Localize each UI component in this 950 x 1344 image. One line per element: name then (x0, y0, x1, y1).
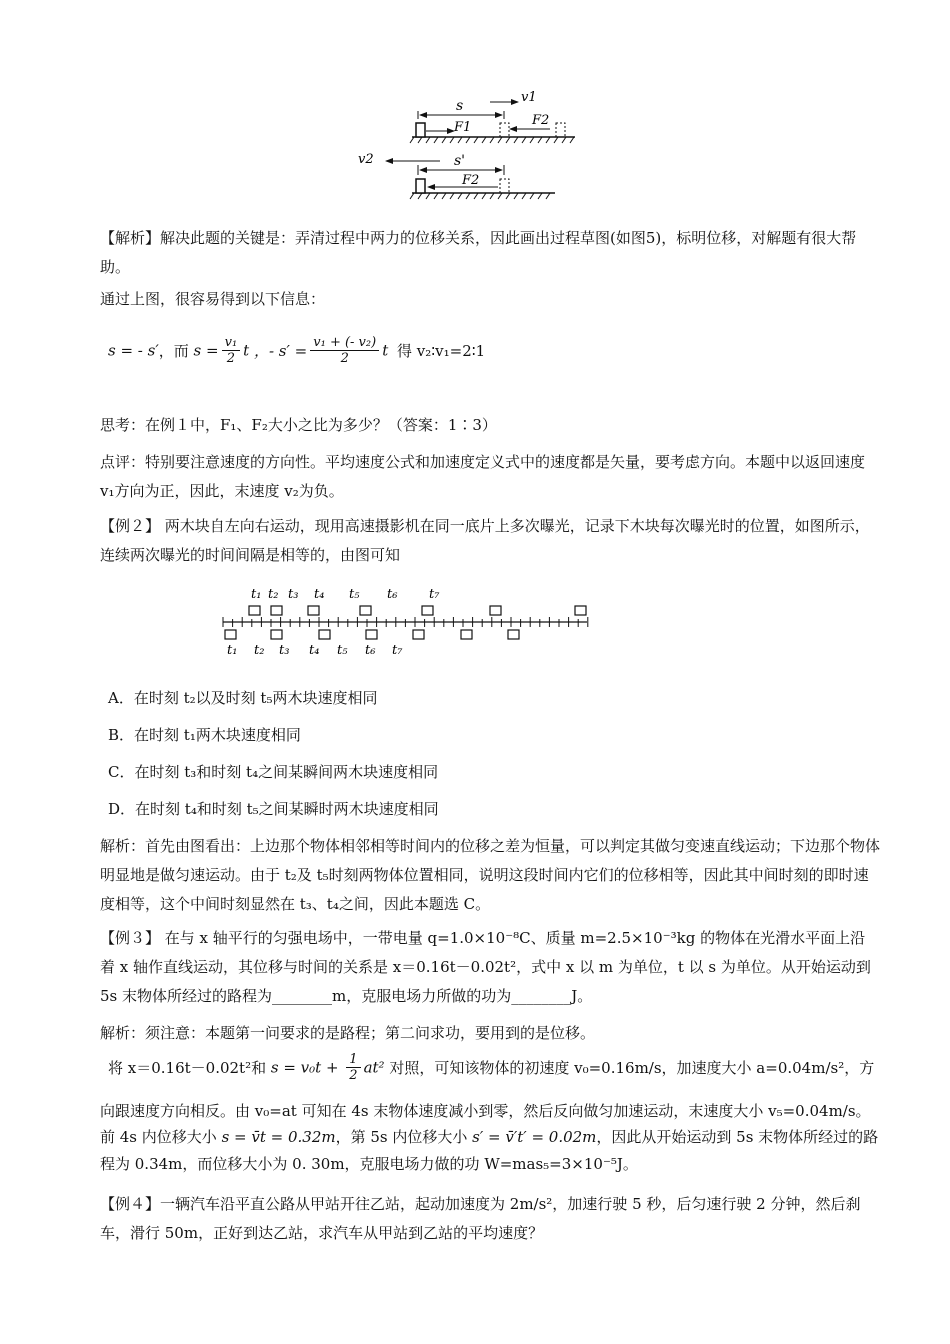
ex3-l3-eq1: s = v̄t = 0.32m (221, 1128, 336, 1146)
s-label: s (456, 98, 464, 114)
analysis-1-intro: 通过上图，很容易得到以下信息： (100, 290, 326, 308)
example-4-stem: 【例４】一辆汽车沿平直公路从甲站开往乙站，起动加速度为 2m/s²，加速行驶 5 秒，后匀速行驶 2 分钟，然后刹车，滑行 50m，正好到达乙站，求汽车从甲站到乙站的平均速度？ (100, 1195, 861, 1242)
ex3-l1-eq: s = v₀t + (270, 1058, 344, 1077)
top-label-t2: t₂ (268, 587, 279, 602)
eq-s-neg-sprime: s = - s′ (108, 341, 159, 360)
F1-label: F1 (454, 120, 472, 135)
bottom-label-t5: t₅ (337, 643, 348, 658)
example-3-line-2: 向跟速度方向相反。由 v₀=at 可知在 4s 末物体速度减小到零，然后反向做匀加速运动，末速度大小 v₅=0.04m/s。 (100, 1102, 871, 1120)
example-3-line-1 (108, 1052, 874, 1083)
eq-conj: ，而 (158, 342, 189, 360)
block-mid-dashed (500, 123, 509, 137)
bottom-label-t7: t₇ (392, 643, 403, 658)
F2-label-bottom: F2 (462, 173, 480, 188)
bottom-label-t3: t₃ (279, 643, 290, 658)
example-2-stem: 【例２】 两木块自左向右运动，现用高速摄影机在同一底片上多次曝光，记录下木块每次曝光时的位置，如图所示，连续两次曝光的时间间隔是相等的，由图可知 (100, 517, 870, 564)
eq-t-2: t (382, 341, 389, 360)
example-2-analysis: 解析：首先由图看出：上边那个物体相邻相等时间内的位移之差为恒量，可以判定其做匀变速直线运动；下边那个物体明显地是做匀速运动。由于 t₂及 t₅时刻两物体位置相同，说明这段时间内它们的位移相等，因此其中间时刻的即时速度相等，这个中间时刻显然在 t₃、t₄之间，因此本题选 C。 (100, 837, 881, 913)
top-label-t6: t₆ (387, 587, 398, 602)
block-bottom-dashed (500, 179, 509, 193)
example-3-line-3 (100, 1126, 878, 1147)
top-label-t3: t₃ (288, 587, 299, 602)
block-start (416, 123, 425, 137)
ex3-l3-text-c: ，因此从开始运动到 5s 末物体所经过的路 (596, 1128, 879, 1146)
ex3-l1-text-b: 对照，可知该物体的初速度 v₀=0.16m/s，加速度大小 a=0.04m/s²，方 (389, 1059, 875, 1077)
option-b: B．在时刻 t₁两木块速度相同 (108, 726, 301, 744)
v2-label: v2 (358, 152, 374, 167)
top-label-t5: t₅ (349, 587, 360, 602)
eq-frac-1: $\frac{\text{v₁}}{2}$ (222, 335, 241, 366)
top-label-t7: t₇ (429, 587, 440, 602)
eq-result: 得 v₂∶v₁=2∶1 (397, 342, 486, 360)
eq-frac-2: $\frac{\text{v₁ + (- v₂)}}{2}$ (310, 335, 379, 366)
ex3-l3-eq2: s′ = v̄′t′ = 0.02m (472, 1128, 597, 1146)
bottom-label-t1: t₁ (227, 643, 238, 658)
top-label-t4: t₄ (314, 587, 325, 602)
think-line: 思考：在例１中，F₁、F₂大小之比为多少？（答案：1∶3） (100, 416, 497, 434)
ex3-l1-eq2: at² (363, 1058, 385, 1077)
block-end-dashed (556, 123, 565, 137)
ex3-l1-text-a: 将 x＝0.16t－0.02t²和 (108, 1059, 267, 1077)
equation-line-1 (108, 335, 485, 366)
top-label-t1: t₁ (251, 587, 262, 602)
eq-s-left: s = (193, 341, 219, 360)
analysis-1-para: 【解析】解决此题的关键是：弄清过程中两力的位移关系，因此画出过程草图(如图5)，标明位移，对解题有很大帮助。 (100, 229, 857, 276)
option-c: C．在时刻 t₃和时刻 t₄之间某瞬间两木块速度相同 (108, 763, 439, 781)
block-bottom (416, 179, 425, 193)
ex3-l1-frac: $\frac{1}{2}$ (346, 1052, 360, 1083)
bottom-label-t2: t₂ (254, 643, 265, 658)
comment-para: 点评：特别要注意速度的方向性。平均速度公式和加速度定义式中的速度都是矢量，要考虑方向。本题中以返回速度 v₁方向为正，因此，末速度 v₂为负。 (100, 453, 866, 500)
option-d: D．在时刻 t₄和时刻 t₅之间某瞬时两木块速度相同 (108, 800, 439, 818)
exposure-diagram (215, 585, 595, 660)
sprime-label: s' (454, 153, 466, 169)
example-3-analysis-head: 解析：须注意：本题第一问要求的是路程；第二问求功，要用到的是位移。 (100, 1024, 596, 1042)
F2-label-top: F2 (532, 113, 550, 128)
bottom-label-t6: t₆ (365, 643, 376, 658)
example-3-line-4: 程为 0.34m，而位移大小为 0. 30m，克服电场力做的功 W=mas₅=3×10⁻⁵J。 (100, 1155, 638, 1173)
bottom-label-t4: t₄ (309, 643, 320, 658)
ex3-l3-text-b: ，第 5s 内位移大小 (335, 1128, 468, 1146)
option-a: A．在时刻 t₂以及时刻 t₅两木块速度相同 (108, 689, 378, 707)
v1-label: v1 (521, 90, 537, 105)
example-3-stem: 【例３】 在与 x 轴平行的匀强电场中，一带电量 q=1.0×10⁻⁸C、质量 m=2.5×10⁻³kg 的物体在光滑水平面上沿着 x 轴作直线运动，其位移与时间的关系是 x＝0.16t－0.02t²，式中 x 以 m 为单位，t 以 s 为单位。从开始运动到 5s 末物体所经过的路程为________m，克服电场力所做的功为________J。 (100, 929, 871, 1005)
ex3-l3-text-a: 前 4s 内位移大小 (100, 1128, 217, 1146)
eq-t-1: t (243, 341, 250, 360)
force-displacement-figure (350, 85, 580, 200)
eq-sprime-left: ，- s′ = (253, 342, 308, 360)
